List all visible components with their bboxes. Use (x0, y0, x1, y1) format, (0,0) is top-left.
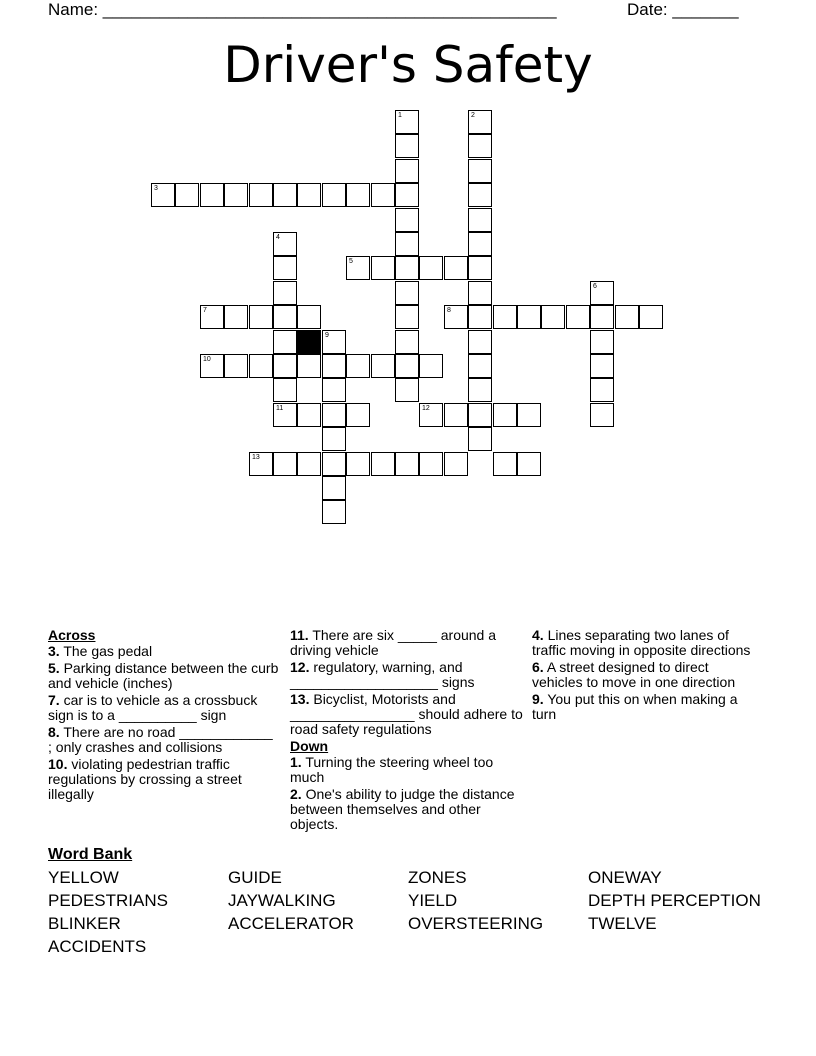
crossword-cell[interactable] (395, 452, 419, 476)
crossword-cell[interactable] (371, 256, 395, 280)
down-clue: 1. Turning the steering wheel too much (290, 754, 494, 785)
crossword-cell[interactable] (249, 354, 273, 378)
crossword-cell[interactable] (395, 183, 419, 207)
crossword-cell[interactable] (468, 110, 492, 134)
word-bank-item: PEDESTRIANS (48, 891, 168, 910)
crossword-cell[interactable] (395, 134, 419, 158)
crossword-cell[interactable] (395, 281, 419, 305)
word-bank-item: GUIDE (228, 868, 282, 887)
crossword-cell[interactable] (541, 305, 565, 329)
cell-number: 6 (593, 283, 597, 290)
crossword-cell[interactable] (590, 330, 614, 354)
crossword-cell[interactable] (322, 452, 346, 476)
word-bank-title: Word Bank (48, 846, 133, 863)
crossword-cell[interactable] (395, 378, 419, 402)
crossword-cell[interactable] (322, 427, 346, 451)
across-clue: 12. regulatory, warning, and ___________________ signs (290, 659, 475, 690)
down-clue: 6. A street designed to direct vehicles to move in one direction (532, 659, 736, 690)
word-bank-item: YIELD (408, 891, 458, 910)
crossword-cell[interactable] (419, 403, 443, 427)
crossword-cell[interactable] (468, 305, 492, 329)
crossword-cell[interactable] (297, 305, 321, 329)
crossword-cell[interactable] (468, 354, 492, 378)
crossword-cell[interactable] (297, 354, 321, 378)
crossword-cell[interactable] (273, 183, 297, 207)
cell-number: 8 (447, 307, 451, 314)
crossword-cell[interactable] (224, 354, 248, 378)
cell-number: 11 (276, 405, 284, 412)
cell-number: 13 (252, 454, 260, 461)
crossword-cell[interactable] (297, 183, 321, 207)
word-bank-item: JAYWALKING (228, 891, 336, 910)
crossword-cell[interactable] (273, 378, 297, 402)
crossword-cell[interactable] (322, 500, 346, 524)
cell-number: 1 (398, 112, 402, 119)
crossword-cell[interactable] (395, 354, 419, 378)
crossword-cell[interactable] (395, 305, 419, 329)
crossword-cell[interactable] (419, 354, 443, 378)
across-clue: 13. Bicyclist, Motorists and ________________ should adhere to road safety regulations (290, 691, 523, 737)
cell-number: 12 (422, 405, 430, 412)
crossword-cell[interactable] (590, 403, 614, 427)
crossword-cell[interactable] (273, 403, 297, 427)
crossword-cell[interactable] (395, 110, 419, 134)
cell-number: 4 (276, 234, 280, 241)
crossword-cell[interactable] (273, 232, 297, 256)
crossword-cell[interactable] (297, 452, 321, 476)
word-bank (48, 868, 788, 956)
crossword-cell[interactable] (175, 183, 199, 207)
across-clue: 11. There are six _____ around a driving vehicle (290, 627, 497, 658)
crossword-cell[interactable] (249, 452, 273, 476)
word-bank-item: ACCIDENTS (48, 937, 147, 956)
word-bank-item: DEPTH PERCEPTION (588, 891, 761, 910)
crossword-cell[interactable] (297, 330, 321, 354)
name-field-label: Name: ________________________________________________ (48, 0, 557, 19)
crossword-cell[interactable] (590, 378, 614, 402)
crossword-cell[interactable] (590, 305, 614, 329)
crossword-cell[interactable] (493, 452, 517, 476)
crossword-cell[interactable] (395, 159, 419, 183)
crossword-cell[interactable] (468, 256, 492, 280)
crossword-cell[interactable] (249, 183, 273, 207)
crossword-cell[interactable] (224, 183, 248, 207)
crossword-cell[interactable] (346, 354, 370, 378)
crossword-cell[interactable] (273, 452, 297, 476)
crossword-cell[interactable] (297, 403, 321, 427)
crossword-cell[interactable] (346, 403, 370, 427)
crossword-cell[interactable] (468, 330, 492, 354)
crossword-cell[interactable] (468, 378, 492, 402)
down-heading: Down (290, 738, 329, 754)
crossword-cell[interactable] (273, 256, 297, 280)
crossword-cell[interactable] (468, 208, 492, 232)
cell-number: 5 (349, 258, 353, 265)
crossword-cell[interactable] (517, 305, 541, 329)
crossword-cell[interactable] (200, 183, 224, 207)
crossword-cell[interactable] (566, 305, 590, 329)
crossword-cell[interactable] (419, 452, 443, 476)
crossword-cell[interactable] (468, 403, 492, 427)
word-bank-item: ACCELERATOR (228, 914, 354, 933)
crossword-cell[interactable] (273, 305, 297, 329)
crossword-cell[interactable] (200, 305, 224, 329)
across-clue: 8. There are no road ____________ ; only crashes and collisions (48, 724, 273, 755)
crossword-cell[interactable] (444, 452, 468, 476)
crossword-cell[interactable] (322, 183, 346, 207)
crossword-cell[interactable] (371, 354, 395, 378)
crossword-cell[interactable] (493, 403, 517, 427)
down-clue: 9. You put this on when making a turn (532, 691, 738, 722)
crossword-cell[interactable] (273, 354, 297, 378)
crossword-cell[interactable] (322, 378, 346, 402)
across-heading: Across (48, 627, 96, 643)
crossword-cell[interactable] (468, 427, 492, 451)
cell-number: 3 (154, 185, 158, 192)
word-bank-item: YELLOW (48, 868, 119, 887)
clues-column-2 (290, 628, 526, 834)
cell-number: 10 (203, 356, 211, 363)
crossword-cell[interactable] (371, 452, 395, 476)
word-bank-item: TWELVE (588, 914, 657, 933)
crossword-cell[interactable] (468, 281, 492, 305)
word-bank-item: OVERSTEERING (408, 914, 544, 933)
crossword-cell[interactable] (273, 330, 297, 354)
down-clue: 4. Lines separating two lanes of traffic moving in opposite directions (532, 627, 751, 658)
crossword-cell[interactable] (273, 281, 297, 305)
clues-column-1 (48, 628, 280, 804)
crossword-cell[interactable] (468, 134, 492, 158)
crossword-cell[interactable] (444, 403, 468, 427)
crossword-cell[interactable] (468, 159, 492, 183)
crossword-cell[interactable] (517, 452, 541, 476)
cell-number: 2 (471, 112, 475, 119)
crossword-cell[interactable] (590, 354, 614, 378)
crossword-cell[interactable] (395, 256, 419, 280)
crossword-cell[interactable] (444, 256, 468, 280)
crossword-cell[interactable] (615, 305, 639, 329)
word-bank-item: ZONES (408, 868, 467, 887)
cell-number: 7 (203, 307, 207, 314)
crossword-cell[interactable] (493, 305, 517, 329)
crossword-cell[interactable] (590, 281, 614, 305)
crossword-cell[interactable] (395, 330, 419, 354)
crossword-cell[interactable] (322, 476, 346, 500)
crossword-cell[interactable] (371, 183, 395, 207)
clues-column-3 (532, 628, 762, 724)
crossword-cell[interactable] (346, 256, 370, 280)
across-clue: 5. Parking distance between the curb and vehicle (inches) (48, 660, 279, 691)
cell-number: 9 (325, 332, 329, 339)
crossword-cell[interactable] (346, 452, 370, 476)
crossword-cell[interactable] (322, 403, 346, 427)
crossword-cell[interactable] (200, 354, 224, 378)
crossword-cell[interactable] (224, 305, 248, 329)
crossword-cell[interactable] (249, 305, 273, 329)
crossword-cell[interactable] (322, 354, 346, 378)
crossword-cell[interactable] (395, 208, 419, 232)
across-clue: 10. violating pedestrian traffic regulations by crossing a street illegally (48, 756, 242, 802)
crossword-cell[interactable] (639, 305, 663, 329)
across-clue: 3. The gas pedal (48, 643, 153, 659)
word-bank-item: ONEWAY (588, 868, 662, 887)
across-clue: 7. car is to vehicle as a crossbuck sign is to a __________ sign (48, 692, 258, 723)
crossword-cell[interactable] (444, 305, 468, 329)
crossword-cell[interactable] (346, 183, 370, 207)
date-field-label: Date: _______ (627, 0, 739, 19)
crossword-cell[interactable] (151, 183, 175, 207)
crossword-grid (0, 0, 816, 520)
page-title: Driver's Safety (223, 36, 593, 94)
crossword-cell[interactable] (468, 183, 492, 207)
word-bank-item: BLINKER (48, 914, 121, 933)
crossword-cell[interactable] (419, 256, 443, 280)
crossword-cell[interactable] (468, 232, 492, 256)
crossword-cell[interactable] (517, 403, 541, 427)
down-clue: 2. One's ability to judge the distance between themselves and other objects. (290, 786, 515, 832)
crossword-cell[interactable] (395, 232, 419, 256)
crossword-cell[interactable] (322, 330, 346, 354)
